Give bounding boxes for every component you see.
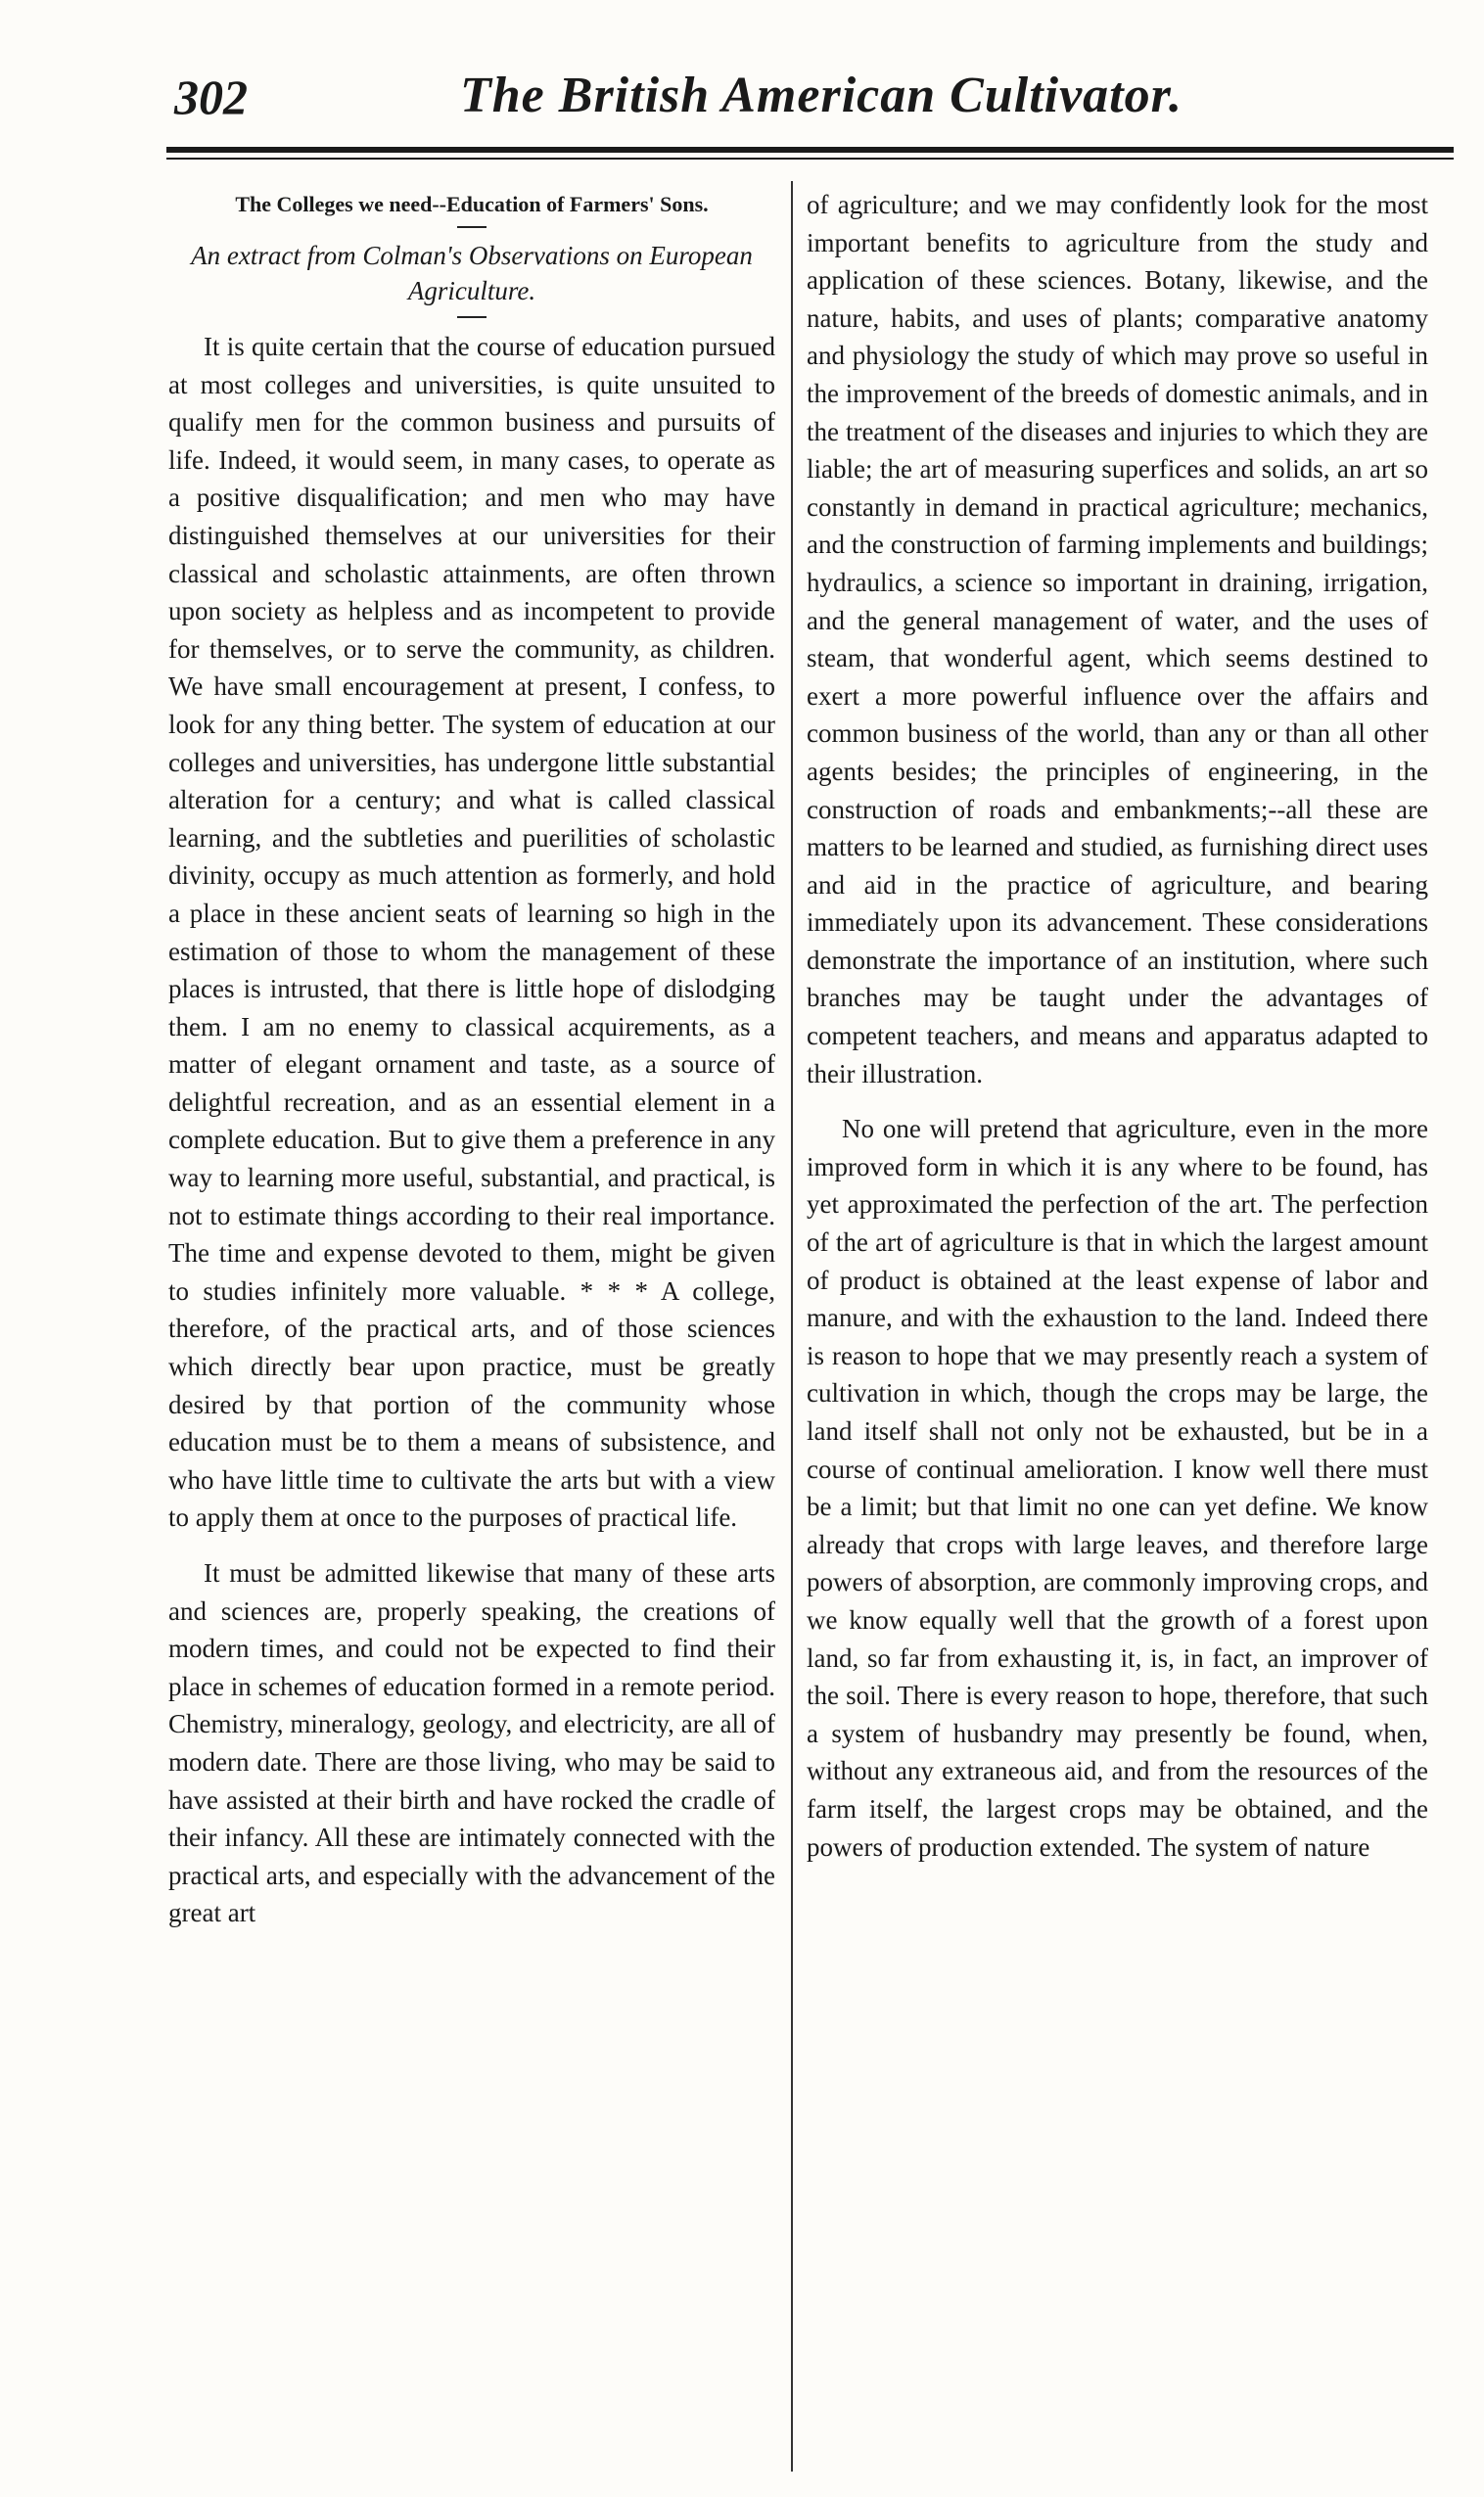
subtitle-separator	[457, 316, 487, 318]
page-number: 302	[174, 69, 248, 124]
column-divider	[791, 181, 793, 2472]
paragraph: It must be admitted likewise that many of these arts and sciences are, properly speaking, the creations of modern times, and could not be expected to find their place in schemes of education formed in a remote period. Chemistry, mineralogy, geology, and electricity, are all of modern date. There are those living, who may be said to have assisted at their birth and have rocked the cradle of their infancy. All these are intimately connected with the practical arts, and especially with the advancement of the great art	[168, 1558, 775, 1928]
paragraph: of agriculture; and we may confidently look for the most important benefits to agriculture from the study and application of these sciences. Botany, likewise, and the nature, habits, and uses of plants; comparative anatomy and physiology the study of which may prove so useful in the improvement of the breeds of domestic animals, and in the treatment of the diseases and injuries to which they are liable; the art of measuring superfices and solids, an art so constantly in demand in practical agriculture; mechanics, and the construction of farming implements and buildings; hydraulics, a science so important in draining, irrigation, and the general management of water, and the uses of steam, that wonderful agent, which seems destined to exert a more powerful influence over the affairs and common business of the world, than any or than all other agents besides; the principles of engineering, in the construction of roads and embankments;--all these are matters to be learned and studied, as furnishing direct uses and aid in the practice of agriculture, and bearing immediately upon its advancement. These considerations demonstrate the importance of an institution, where such branches may be taught under the advantages of competent teachers, and means and apparatus adapted to their illustration.	[807, 190, 1428, 1088]
headline-separator	[457, 226, 487, 228]
article-subtitle: An extract from Colman's Observations on European Agriculture.	[191, 241, 753, 305]
right-column	[807, 186, 1428, 1866]
header-rule-thick	[166, 147, 1454, 153]
paragraph: It is quite certain that the course of education pursued at most colleges and universities, is quite unsuited to qualify men for the common business and pursuits of life. Indeed, it would seem, in many cases, to operate as a positive disqualification; and men who may have distinguished themselves at our universities for their classical and scholastic attainments, are often thrown upon society as helpless and as incompetent to provide for themselves, or to serve the community, as children. We have small encouragement at present, I confess, to look for any thing better. The system of education at our colleges and universities, has undergone little substantial alteration for a century; and what is called classical learning, and the subtleties and puerilities of scholastic divinity, occupy as much attention as formerly, and hold a place in these ancient seats of learning so high in the estimation of those to whom the management of these places is intrusted, that there is little hope of dislodging them. I am no enemy to classical acquirements, as a matter of elegant ornament and taste, as a source of delightful recreation, and as an essential element in a complete education. But to give them a preference in any way to learning more useful, substantial, and practical, is not to estimate things according to their real importance. The time and expense devoted to them, might be given to studies infinitely more valuable. * * * A college, therefore, of the practical arts, and of those sciences which directly bear upon practice, must be greatly desired by that portion of the community whose education must be to them a means of subsistence, and who have little time to cultivate the arts but with a view to apply them at once to the purposes of practical life.	[168, 332, 775, 1533]
article-headline: The Colleges we need--Education of Farmers' Sons.	[235, 192, 709, 216]
left-column	[168, 186, 775, 1932]
paragraph: No one will pretend that agriculture, even in the more improved form in which it is any where to be found, has yet approximated the perfection of the art. The perfection of the art of agriculture is that in which the largest amount of product is obtained at the least expense of labor and manure, and with the exhaustion to the land. Indeed there is reason to hope that we may presently reach a system of cultivation in which, though the crops may be large, the land itself shall not only not be exhausted, but be in a course of continual amelioration. I know well there must be a limit; but that limit no one can yet define. We know already that crops with large leaves, and therefore large powers of absorption, are commonly improving crops, and we know equally well that the growth of a forest upon land, so far from exhausting it, is, in fact, an improver of the soil. There is every reason to hope, therefore, that such a system of husbandry may presently be found, when, without any extraneous aid, and from the resources of the farm itself, the largest crops may be obtained, and the powers of production extended. The system of nature	[807, 1114, 1428, 1862]
journal-title: The British American Cultivator.	[460, 68, 1183, 123]
header-rule-thin	[166, 158, 1454, 160]
